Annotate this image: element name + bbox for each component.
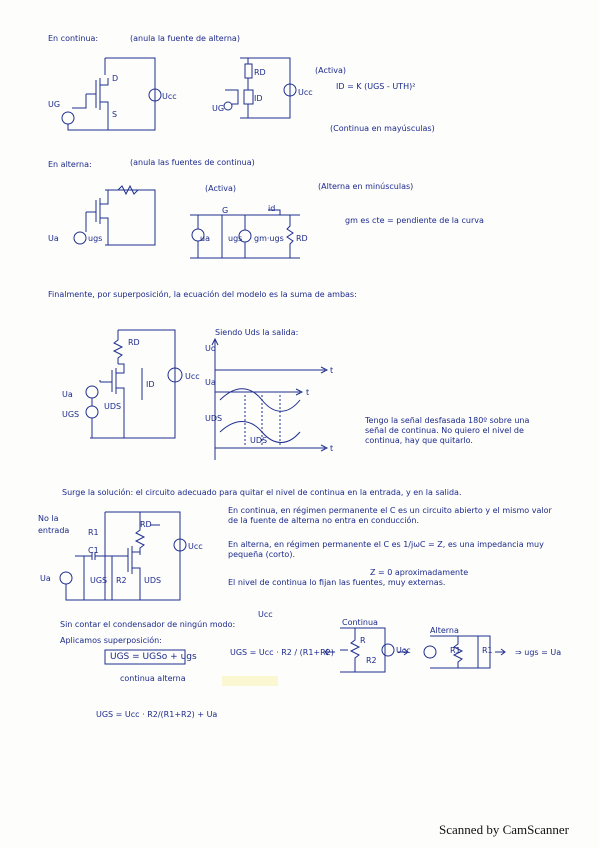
label-ua-2: ua <box>200 234 210 243</box>
label-ucc-2: Ucc <box>298 88 313 97</box>
label-d: D <box>112 74 119 83</box>
formula-ugs-sum: UGS = UGSo + ugs <box>110 652 197 662</box>
label-siendo: Siendo Uds la salida: <box>215 328 299 337</box>
formula-final: UGS = Ucc · R2/(R1+R2) + Ua <box>96 710 218 719</box>
label-uds-2: UDS <box>250 436 268 445</box>
label-activa: (Activa) <box>315 66 346 75</box>
note-anula-continuo: (anula las fuentes de continua) <box>130 158 255 167</box>
label-t2: t <box>306 388 310 397</box>
label-activa-2: (Activa) <box>205 184 236 193</box>
label-continua-2: Continua <box>342 618 378 627</box>
amplifier-circuit <box>60 512 186 600</box>
heading-sin-contar: Sin contar el condensador de ningún modo: <box>60 620 236 629</box>
label-ugs-2: ugs <box>228 234 243 243</box>
label-ucc-3: Ucc <box>185 372 200 381</box>
label-rd: RD <box>254 68 266 77</box>
note-nivel-continua: El nivel de continua lo fijan las fuentes, muy externas. <box>228 578 446 587</box>
label-ug: UG <box>212 104 225 113</box>
label-ua-4: Ua <box>62 390 73 399</box>
label-rd-2: RD <box>296 234 308 243</box>
label-s: S <box>112 110 118 119</box>
label-r1: R1 <box>450 646 461 655</box>
heading-continua: En continua: <box>48 34 99 43</box>
label-ua: Ua <box>48 234 59 243</box>
heading-superposicion: Finalmente, por superposición, la ecuación del modelo es la suma de ambas: <box>48 290 357 299</box>
heading-alterna: En alterna: <box>48 160 92 169</box>
mosfet-circuit-ac <box>74 186 155 245</box>
label-ucc-4: Ucc <box>188 542 203 551</box>
label-id: ID <box>254 94 263 103</box>
label-gmugs: gm·ugs <box>254 234 284 243</box>
label-c1: C1 <box>88 546 99 555</box>
label-ua-3: Ua <box>205 378 216 387</box>
label-r1-2: R1 <box>482 646 493 655</box>
label-entrada: entrada <box>38 526 70 535</box>
label-ucc: Ucc <box>162 92 177 101</box>
formula-ugs-ua: ⇒ ugs = Ua <box>515 648 562 657</box>
label-rd-3: RD <box>128 338 140 347</box>
note-constante: (Continua en mayúsculas) <box>330 124 435 133</box>
label-uo: Uo <box>205 344 216 353</box>
formula-ugs-divider: UGS = Ucc · R2 / (R1+R2) <box>230 648 334 657</box>
label-r2-2: R2 <box>366 656 377 665</box>
label-uds-4: UDS <box>144 576 162 585</box>
formula-id: ID = K (UGS - UTH)² <box>336 82 416 91</box>
label-rd-4: RD <box>140 520 152 529</box>
note-minusculas: (Alterna en minúsculas) <box>318 182 414 191</box>
label-id-2: id <box>268 204 276 213</box>
label-uds-3: UDS <box>104 402 122 411</box>
note-continua-c: En continua, en régimen permanente el C es un circuito abierto y el mismo valor de la fuente de alterna no entra en conducción. <box>228 506 552 525</box>
label-aplicamos: Aplicamos superposición: <box>60 636 162 645</box>
note-alterna-c: En alterna, en régimen permanente el C es 1/jωC = Z, es una impedancia muy pequeña (corto). <box>228 540 544 559</box>
note-anula-alterna: (anula la fuente de alterna) <box>130 34 240 43</box>
label-no-la: No la <box>38 514 59 523</box>
label-ucc-5: Ucc <box>258 610 273 619</box>
note-aproximadamente: Z = 0 aproximadamente <box>370 568 469 577</box>
equivalent-circuit-dc <box>224 58 296 118</box>
label-ugs-4: UGS <box>90 576 108 585</box>
label-g: G <box>222 206 229 215</box>
label-t3: t <box>330 444 334 453</box>
label-ucc-6: Ucc <box>396 646 411 655</box>
label-id-3: ID <box>146 380 155 389</box>
label-t1: t <box>330 366 334 375</box>
label-ua-5: Ua <box>40 574 51 583</box>
note-desfasada: Tengo la señal desfasada 180º sobre una señal de continua. No quiero el nivel de continua, hay que quitarlo. <box>365 416 530 445</box>
label-alterna-2: Alterna <box>430 626 459 635</box>
label-ugs-3: UGS <box>62 410 80 419</box>
note-gm: gm es cte = pendiente de la curva <box>345 216 484 225</box>
label-continua-alterna: continua alterna <box>120 674 186 683</box>
label-ugs: ugs <box>88 234 103 243</box>
label-uds: UDS <box>205 414 223 423</box>
scanner-watermark: Scanned by CamScanner <box>439 822 569 837</box>
label-vg: UG <box>48 100 61 109</box>
label-r: R <box>360 636 366 645</box>
label-r2: R2 <box>116 576 127 585</box>
label-rg1: R1 <box>88 528 99 537</box>
heading-surge: Surge la solución: el circuito adecuado para quitar el nivel de continua en la entrada, y en la salida. <box>62 488 462 497</box>
waveform-plot <box>212 339 327 460</box>
